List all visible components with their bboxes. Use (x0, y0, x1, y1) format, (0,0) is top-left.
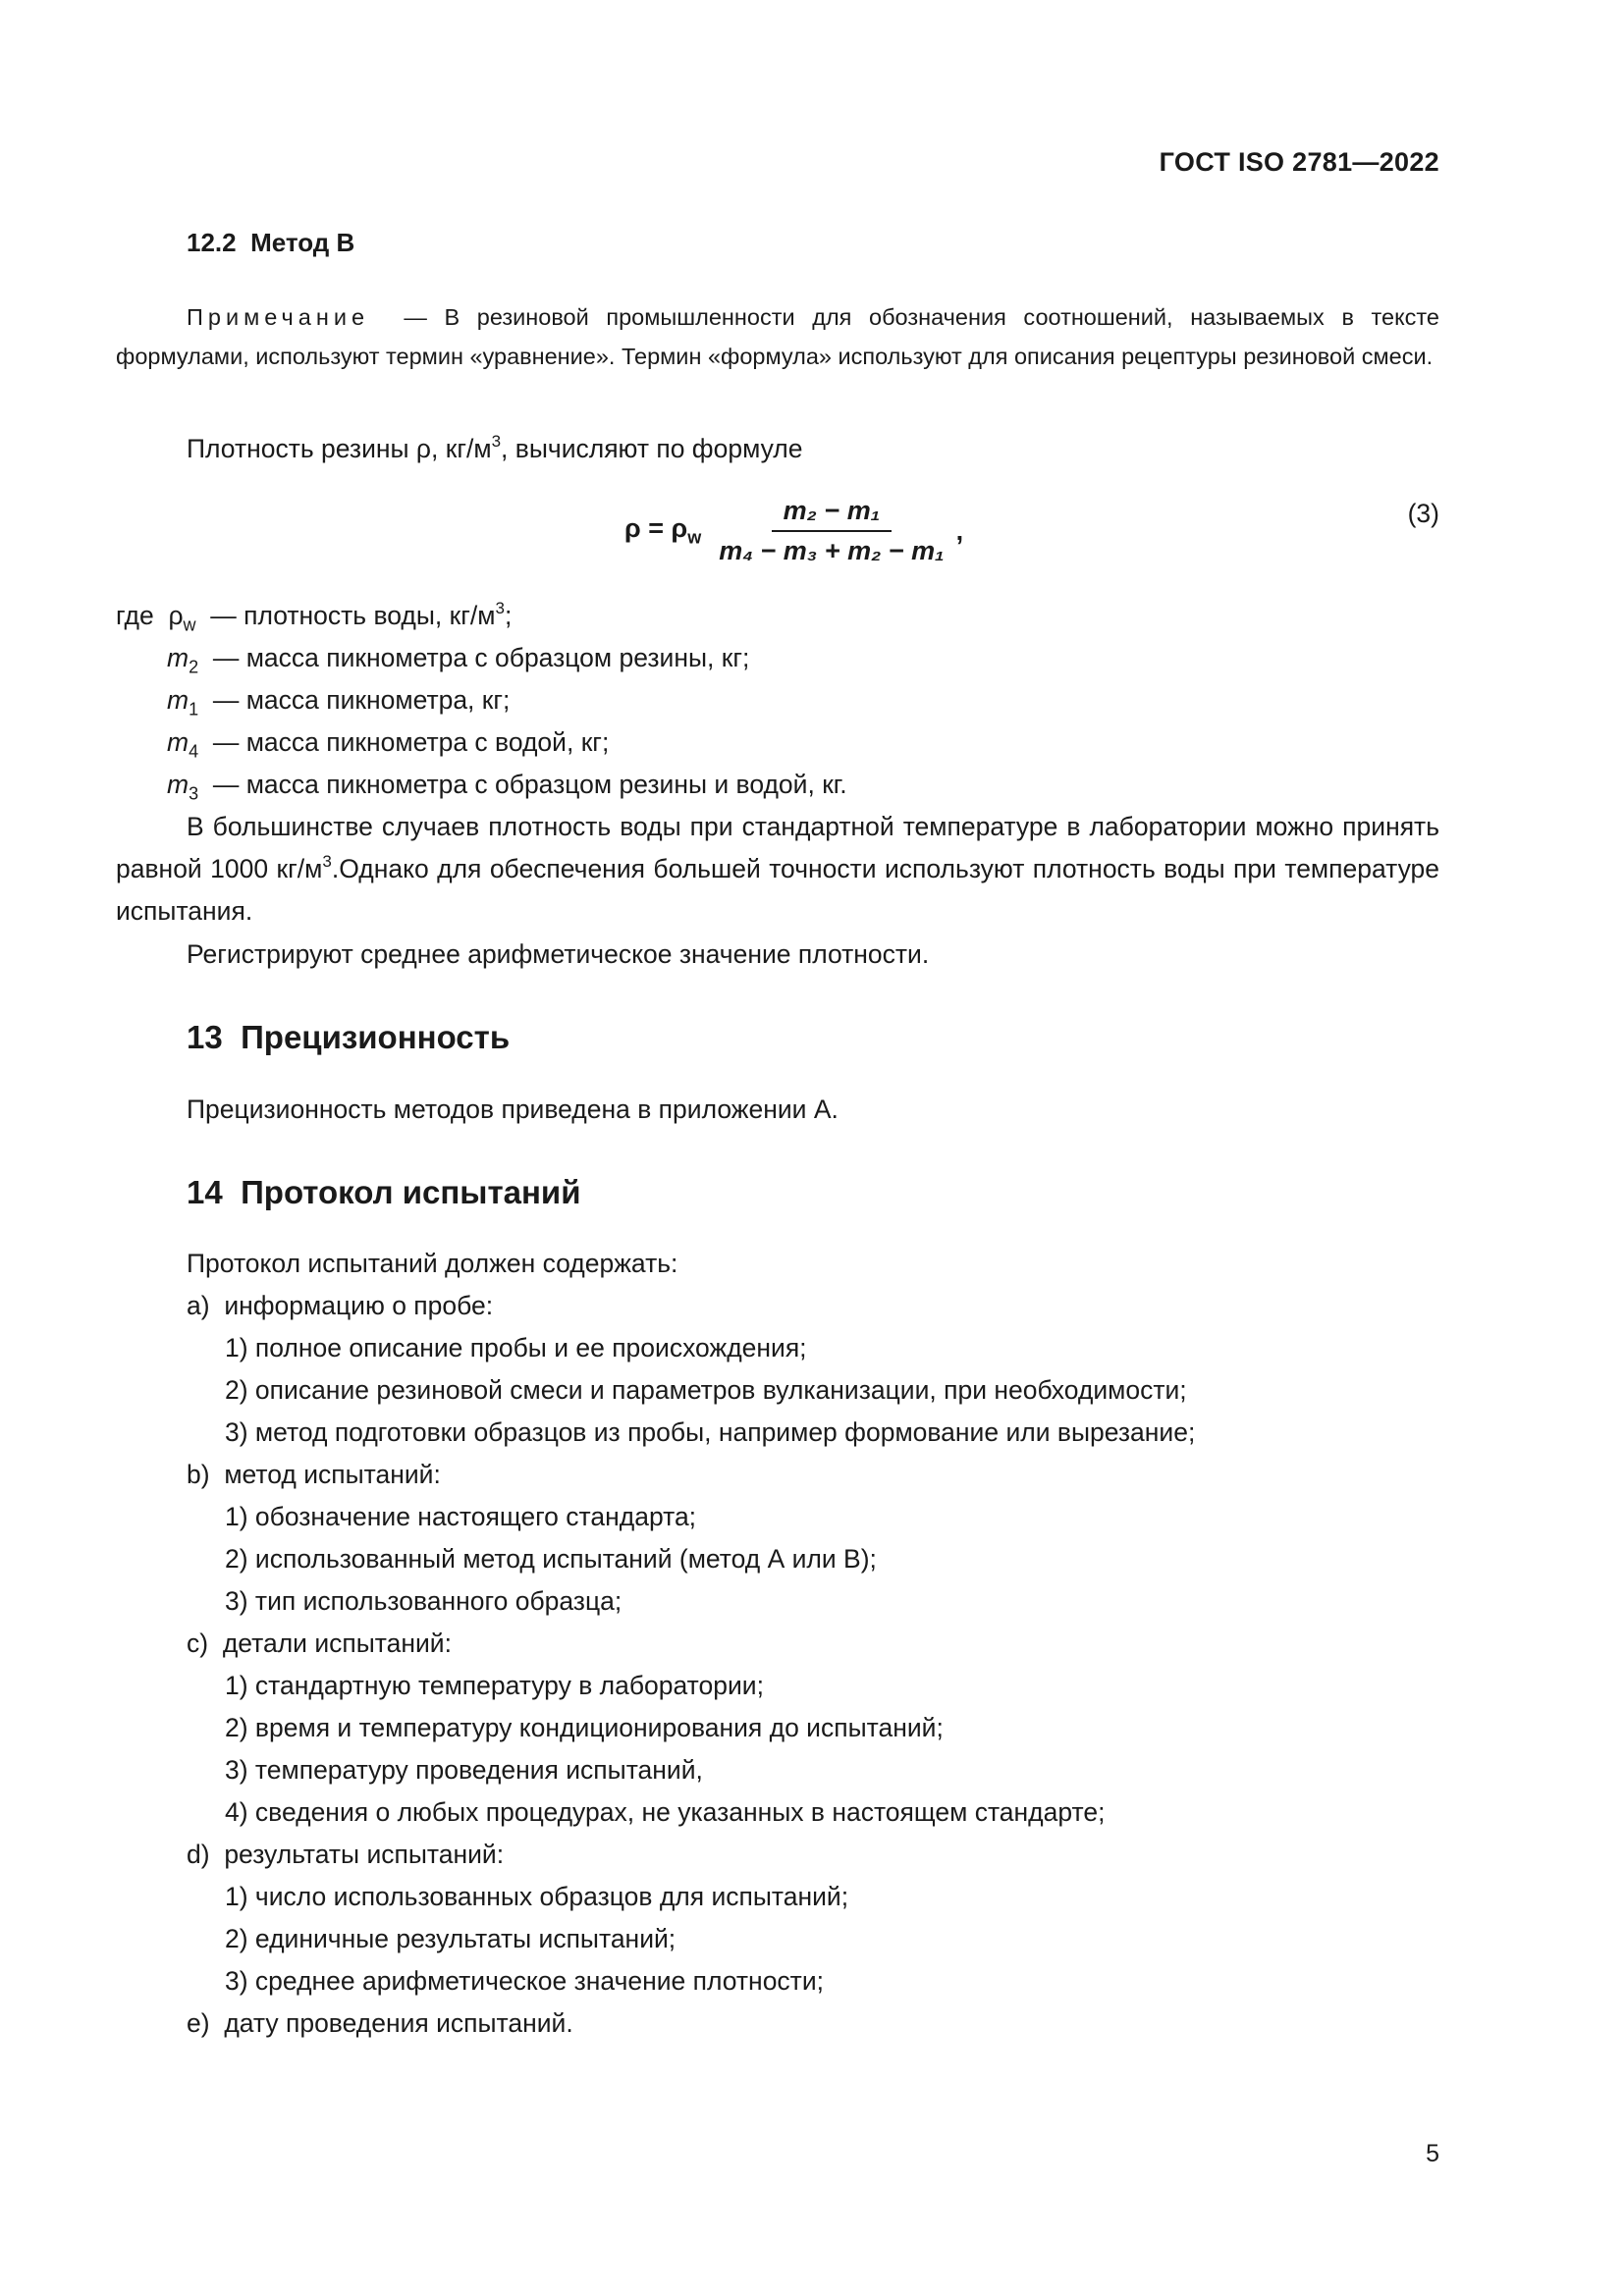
definition-row: $m_3$ — масса пикнометра с образцом резины и водой, кг. (167, 770, 847, 804)
note-block (116, 297, 1439, 376)
list-item: 2) использованный метод испытаний (метод А или B); (225, 1544, 877, 1574)
protocol-intro: Протокол испытаний должен содержать: (187, 1249, 678, 1278)
formula-fraction (707, 496, 955, 566)
list-item: 3) метод подготовки образцов из пробы, например формование или вырезание; (225, 1417, 1196, 1447)
precision-paragraph: Прецизионность методов приведена в приложении А. (187, 1095, 839, 1124)
list-item: 1) стандартную температуру в лаборатории; (225, 1671, 764, 1700)
formula-intro: Плотность резины ρ, $кг/м^3$, вычисляют по формуле (187, 432, 803, 463)
definition-row: $m_4$ — масса пикнометра с водой, кг; (167, 727, 610, 762)
list-group: a) информацию о пробе: (187, 1291, 494, 1320)
list-item: 2) описание резиновой смеси и параметров вулканизации, при необходимости; (225, 1375, 1187, 1405)
list-item: 2) единичные результаты испытаний; (225, 1924, 677, 1953)
section-title: Метод B (250, 228, 355, 257)
definition-row: $m_1$ — масса пикнометра, кг; (167, 685, 511, 720)
formula-denominator: m₄ − m₃ + m₂ − m₁ (719, 536, 945, 565)
list-item: 1) обозначение настоящего стандарта; (225, 1502, 697, 1531)
definition-row: $m_2$ — масса пикнометра с образцом резины, кг; (167, 643, 750, 677)
page-number: 5 (1426, 2140, 1439, 2167)
note-text: — В резиновой промышленности для обозначения соотношений, называемых в тексте формулами, используют термин «уравнение». Термин «формула» используют для описания рецептуры резиновой смеси. (116, 304, 1439, 369)
list-group: b) метод испытаний: (187, 1460, 441, 1489)
formula-comma: , (955, 515, 964, 546)
density-formula (624, 496, 963, 566)
water-density-paragraph: В большинстве случаев плотность воды при стандартной температуре в лаборатории можно принять равной 1000 $кг/м^3.Однако$ для обеспечения большей точности используют плотность воды при температуре испытания. (116, 812, 1439, 926)
note-label: Примечание (187, 304, 370, 330)
section-13-heading: 13 Прецизионность (187, 1019, 511, 1055)
document-id: ГОСТ ISO 2781—2022 (1159, 147, 1439, 177)
list-item: 4) сведения о любых процедурах, не указанных в настоящем стандарте; (225, 1797, 1106, 1827)
list-item: 1) полное описание пробы и ее происхождения; (225, 1333, 807, 1362)
formula-lhs: $\rho = \rho_w$ (624, 513, 702, 548)
equation-number: (3) (1407, 499, 1439, 528)
register-paragraph: Регистрируют среднее арифметическое значение плотности. (187, 939, 930, 969)
list-item: 1) число использованных образцов для испытаний; (225, 1882, 849, 1911)
definition-row: где $\rho_w$ — плотность воды, $кг/м^3$; (116, 599, 513, 635)
formula-numerator: m₂ − m₁ (772, 496, 893, 532)
section-12-2-heading (187, 228, 354, 258)
section-number: 12.2 (187, 228, 237, 257)
list-group: c) детали испытаний: (187, 1629, 452, 1658)
list-group: e) дату проведения испытаний. (187, 2008, 573, 2038)
section-14-heading: 14 Протокол испытаний (187, 1174, 581, 1210)
list-item: 3) температуру проведения испытаний, (225, 1755, 703, 1785)
list-item: 2) время и температуру кондиционирования до испытаний; (225, 1713, 944, 1742)
list-item: 3) среднее арифметическое значение плотности; (225, 1966, 824, 1996)
list-group: d) результаты испытаний: (187, 1840, 505, 1869)
list-item: 3) тип использованного образца; (225, 1586, 623, 1616)
